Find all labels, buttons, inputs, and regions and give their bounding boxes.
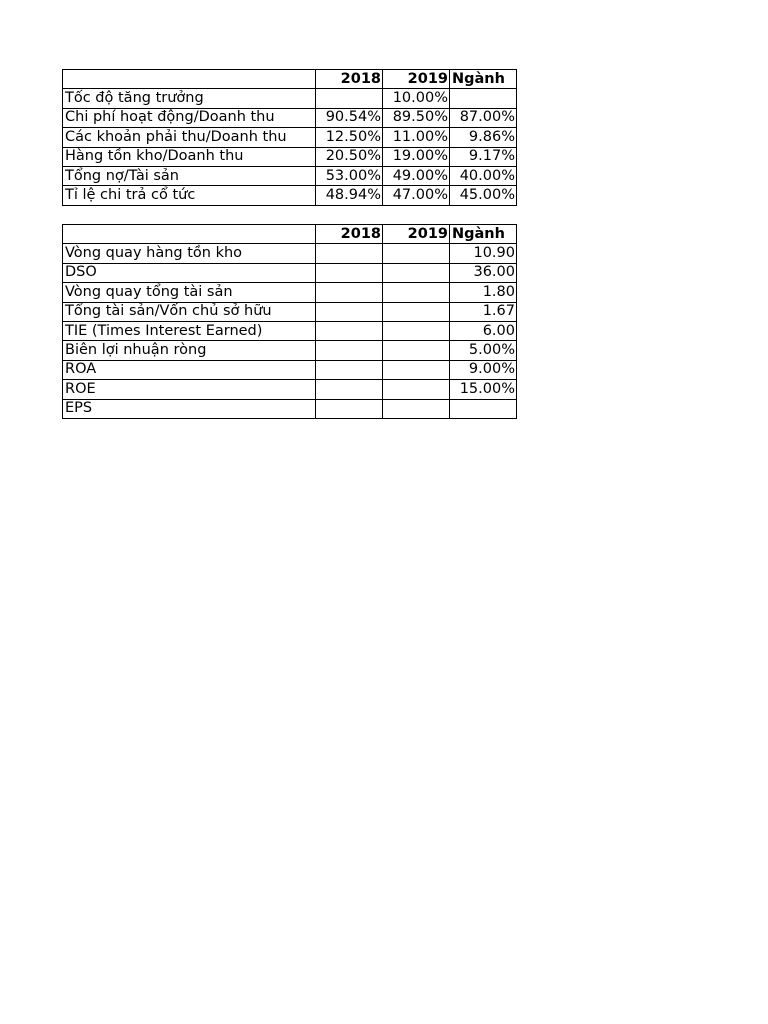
row-label-cell[interactable]: DSO: [63, 263, 316, 282]
header-cell-2019[interactable]: 2019: [383, 70, 450, 89]
value-cell-2018[interactable]: 53.00%: [316, 166, 383, 185]
ratio-table-efficiency: [62, 224, 517, 419]
row-label-cell[interactable]: Tỉ lệ chi trả cổ tức: [63, 186, 316, 205]
value-cell-2019[interactable]: [383, 302, 450, 321]
table-row: [63, 283, 517, 302]
value-cell-2018[interactable]: 12.50%: [316, 128, 383, 147]
table-header-row: [63, 70, 517, 89]
value-cell-2019[interactable]: [383, 283, 450, 302]
value-cell-2018[interactable]: 48.94%: [316, 186, 383, 205]
table-row: [63, 321, 517, 340]
table-row: [63, 166, 517, 185]
value-cell-2018[interactable]: [316, 341, 383, 360]
value-cell-2019[interactable]: [383, 321, 450, 340]
value-cell-2019[interactable]: 11.00%: [383, 128, 450, 147]
value-cell-industry[interactable]: [450, 89, 517, 108]
value-cell-industry[interactable]: 87.00%: [450, 108, 517, 127]
row-label-cell[interactable]: Tổng nợ/Tài sản: [63, 166, 316, 185]
value-cell-2019[interactable]: [383, 360, 450, 379]
value-cell-2018[interactable]: [316, 302, 383, 321]
value-cell-2019[interactable]: 49.00%: [383, 166, 450, 185]
value-cell-2019[interactable]: [383, 341, 450, 360]
value-cell-2018[interactable]: [316, 321, 383, 340]
value-cell-industry[interactable]: 5.00%: [450, 341, 517, 360]
value-cell-2019[interactable]: [383, 399, 450, 418]
value-cell-2019[interactable]: [383, 244, 450, 263]
row-label-cell[interactable]: ROA: [63, 360, 316, 379]
table-row: [63, 128, 517, 147]
table-header-row: [63, 225, 517, 244]
value-cell-2019[interactable]: 19.00%: [383, 147, 450, 166]
table-row: [63, 360, 517, 379]
header-cell-label[interactable]: [63, 225, 316, 244]
table-row: [63, 399, 517, 418]
row-label-cell[interactable]: TIE (Times Interest Earned): [63, 321, 316, 340]
row-label-cell[interactable]: Vòng quay tổng tài sản: [63, 283, 316, 302]
value-cell-2018[interactable]: [316, 399, 383, 418]
value-cell-2019[interactable]: [383, 263, 450, 282]
table-row: [63, 263, 517, 282]
value-cell-2018[interactable]: [316, 89, 383, 108]
value-cell-industry[interactable]: 15.00%: [450, 380, 517, 399]
value-cell-industry[interactable]: 1.67: [450, 302, 517, 321]
row-label-cell[interactable]: EPS: [63, 399, 316, 418]
value-cell-industry[interactable]: 1.80: [450, 283, 517, 302]
value-cell-2019[interactable]: 10.00%: [383, 89, 450, 108]
row-label-cell[interactable]: Tổng tài sản/Vốn chủ sở hữu: [63, 302, 316, 321]
value-cell-2019[interactable]: 47.00%: [383, 186, 450, 205]
value-cell-industry[interactable]: 9.00%: [450, 360, 517, 379]
table-row: [63, 89, 517, 108]
table-row: [63, 380, 517, 399]
value-cell-industry[interactable]: 40.00%: [450, 166, 517, 185]
table-row: [63, 244, 517, 263]
value-cell-2018[interactable]: 20.50%: [316, 147, 383, 166]
value-cell-industry[interactable]: 6.00: [450, 321, 517, 340]
row-label-cell[interactable]: Biên lợi nhuận ròng: [63, 341, 316, 360]
value-cell-2018[interactable]: [316, 283, 383, 302]
row-label-cell[interactable]: Tốc độ tăng trưởng: [63, 89, 316, 108]
value-cell-2018[interactable]: 90.54%: [316, 108, 383, 127]
value-cell-2018[interactable]: [316, 360, 383, 379]
value-cell-2018[interactable]: [316, 244, 383, 263]
value-cell-2018[interactable]: [316, 263, 383, 282]
header-cell-industry[interactable]: Ngành: [450, 225, 517, 244]
header-cell-2018[interactable]: 2018: [316, 70, 383, 89]
ratio-table-growth: [62, 69, 517, 206]
header-cell-2018[interactable]: 2018: [316, 225, 383, 244]
value-cell-industry[interactable]: 9.17%: [450, 147, 517, 166]
row-label-cell[interactable]: Chi phí hoạt động/Doanh thu: [63, 108, 316, 127]
row-label-cell[interactable]: Các khoản phải thu/Doanh thu: [63, 128, 316, 147]
row-label-cell[interactable]: Vòng quay hàng tồn kho: [63, 244, 316, 263]
header-cell-label[interactable]: [63, 70, 316, 89]
value-cell-industry[interactable]: 9.86%: [450, 128, 517, 147]
value-cell-2018[interactable]: [316, 380, 383, 399]
value-cell-industry[interactable]: 45.00%: [450, 186, 517, 205]
table-row: [63, 302, 517, 321]
table-row: [63, 108, 517, 127]
value-cell-industry[interactable]: 10.90: [450, 244, 517, 263]
header-cell-2019[interactable]: 2019: [383, 225, 450, 244]
value-cell-2019[interactable]: 89.50%: [383, 108, 450, 127]
table-row: [63, 147, 517, 166]
value-cell-industry[interactable]: [450, 399, 517, 418]
value-cell-2019[interactable]: [383, 380, 450, 399]
table-row: [63, 186, 517, 205]
row-label-cell[interactable]: ROE: [63, 380, 316, 399]
table-row: [63, 341, 517, 360]
row-label-cell[interactable]: Hàng tồn kho/Doanh thu: [63, 147, 316, 166]
value-cell-industry[interactable]: 36.00: [450, 263, 517, 282]
header-cell-industry[interactable]: Ngành: [450, 70, 517, 89]
